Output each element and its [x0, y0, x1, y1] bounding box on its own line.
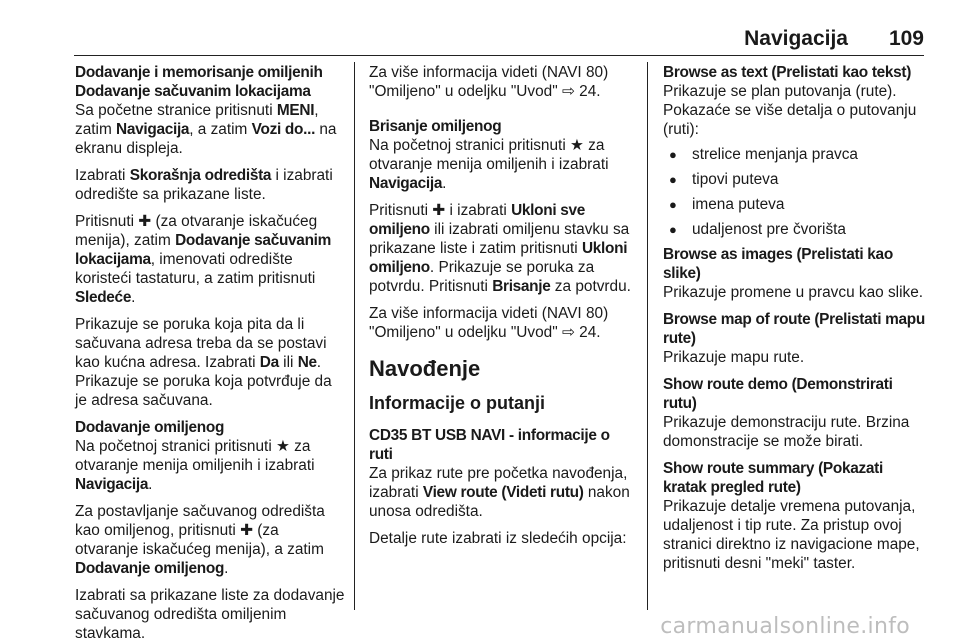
header-rule — [74, 55, 924, 56]
paragraph: Za postavljanje sačuvanog odredišta kao omiljenog, pritisnuti ✚ (za otvaranje iskačućeg menija), a zatim Dodavanje omiljenog. — [75, 503, 325, 577]
page-header — [0, 0, 960, 50]
star-icon: ★ — [276, 438, 290, 455]
section-title: Navođenje — [369, 356, 481, 381]
column-3 — [663, 63, 926, 573]
paragraph: Pritisnuti ✚ i izabrati Ukloni sve omiljeno ili izabrati omiljenu stavku sa prikazane liste i zatim pritisnuti Ukloni omiljeno. Prikazuje se poruka za potvrdu. Pritisnuti Brisanje za potvrdu. — [369, 202, 631, 295]
paragraph: Pritisnuti ✚ (za otvaranje iskačućeg menija), zatim Dodavanje sačuvanim lokacijama, imenovati odredište koristeći tastaturu, a zatim pritisnuti Sledeće. — [75, 213, 332, 306]
list-item: ● udaljenost pre čvorišta — [663, 220, 926, 239]
column-2 — [369, 63, 633, 548]
paragraph: Izabrati sa prikazane liste za dodavanje sačuvanog odredišta omiljenim stavkama. — [75, 587, 345, 642]
watermark: carmanualsonline.info — [660, 614, 910, 639]
column-1 — [75, 63, 345, 643]
page-title: Navigacija — [744, 27, 848, 50]
list-item: ● imena puteva — [663, 195, 926, 214]
column-divider — [647, 62, 648, 610]
subsection-title: Informacije o putanji — [369, 393, 546, 413]
paragraph: Za više informacija videti (NAVI 80) "Omiljeno" u odeljku "Uvod" ⇨ 24. — [369, 305, 609, 341]
bullet-list — [663, 145, 926, 239]
paragraph: Prikazuje se plan putovanja (rute). Pokazaće se više detalja o putovanju (ruti): — [663, 83, 917, 138]
plus-icon: ✚ — [240, 522, 254, 539]
page-ref-icon: ⇨ — [561, 83, 575, 100]
paragraph: Izabrati Skorašnja odredišta i izabrati odredište sa prikazane liste. — [75, 167, 333, 203]
paragraph: Prikazuje se poruka koja pita da li sačuvana adresa treba da se postavi kao kućna adresa. Izabrati Da ili Ne. Prikazuje se poruka koja potvrđuje da je adresa sačuvana. — [75, 316, 332, 409]
paragraph: Za više informacija videti (NAVI 80) "Omiljeno" u odeljku "Uvod" ⇨ 24. — [369, 64, 609, 100]
heading: Browse as text (Prelistati kao tekst) — [663, 64, 912, 81]
heading: Dodavanje i memorisanje omiljenih — [75, 64, 323, 81]
paragraph: Na početnoj stranici pritisnuti ★ za otvaranje menija omiljenih i izabrati Navigacija. — [75, 438, 315, 493]
paragraph: Prikazuje detalje vremena putovanja, udaljenost i tip rute. Za pristup ovoj stranici direktno iz navigacione mape, pritisnuti desni "meki" taster. — [663, 498, 920, 572]
paragraph: Sa početne stranice pritisnuti MENI, zatim Navigacija, a zatim Vozi do... na ekranu displeja. — [75, 102, 337, 157]
paragraph: Prikazuje promene u pravcu kao slike. — [663, 284, 924, 301]
paragraph: Prikazuje demonstraciju rute. Brzina domonstracije se može birati. — [663, 414, 910, 450]
page-ref-icon: ⇨ — [561, 324, 575, 341]
heading: Browse as images (Prelistati kao slike) — [663, 246, 893, 282]
plus-icon: ✚ — [138, 213, 152, 230]
heading: Brisanje omiljenog — [369, 118, 502, 135]
paragraph: Prikazuje mapu rute. — [663, 349, 805, 366]
heading: CD35 BT USB NAVI - informacije o ruti — [369, 427, 610, 463]
heading: Show route summary (Pokazati kratak pregled rute) — [663, 460, 883, 496]
column-divider — [354, 62, 355, 610]
list-item: ● strelice menjanja pravca — [663, 145, 926, 164]
paragraph: Detalje rute izabrati iz sledećih opcija: — [369, 530, 627, 547]
heading: Show route demo (Demonstrirati rutu) — [663, 376, 893, 412]
list-item: ● tipovi puteva — [663, 170, 926, 189]
star-icon: ★ — [570, 137, 584, 154]
paragraph: Za prikaz rute pre početka navođenja, izabrati View route (Videti rutu) nakon unosa odredišta. — [369, 465, 630, 520]
plus-icon: ✚ — [432, 202, 446, 219]
paragraph: Na početnoj stranici pritisnuti ★ za otvaranje menija omiljenih i izabrati Navigacija. — [369, 137, 609, 192]
page-number: 109 — [888, 27, 924, 50]
heading: Dodavanje omiljenog — [75, 419, 225, 436]
heading: Dodavanje sačuvanim lokacijama — [75, 83, 311, 100]
heading: Browse map of route (Prelistati mapu rute) — [663, 311, 926, 347]
